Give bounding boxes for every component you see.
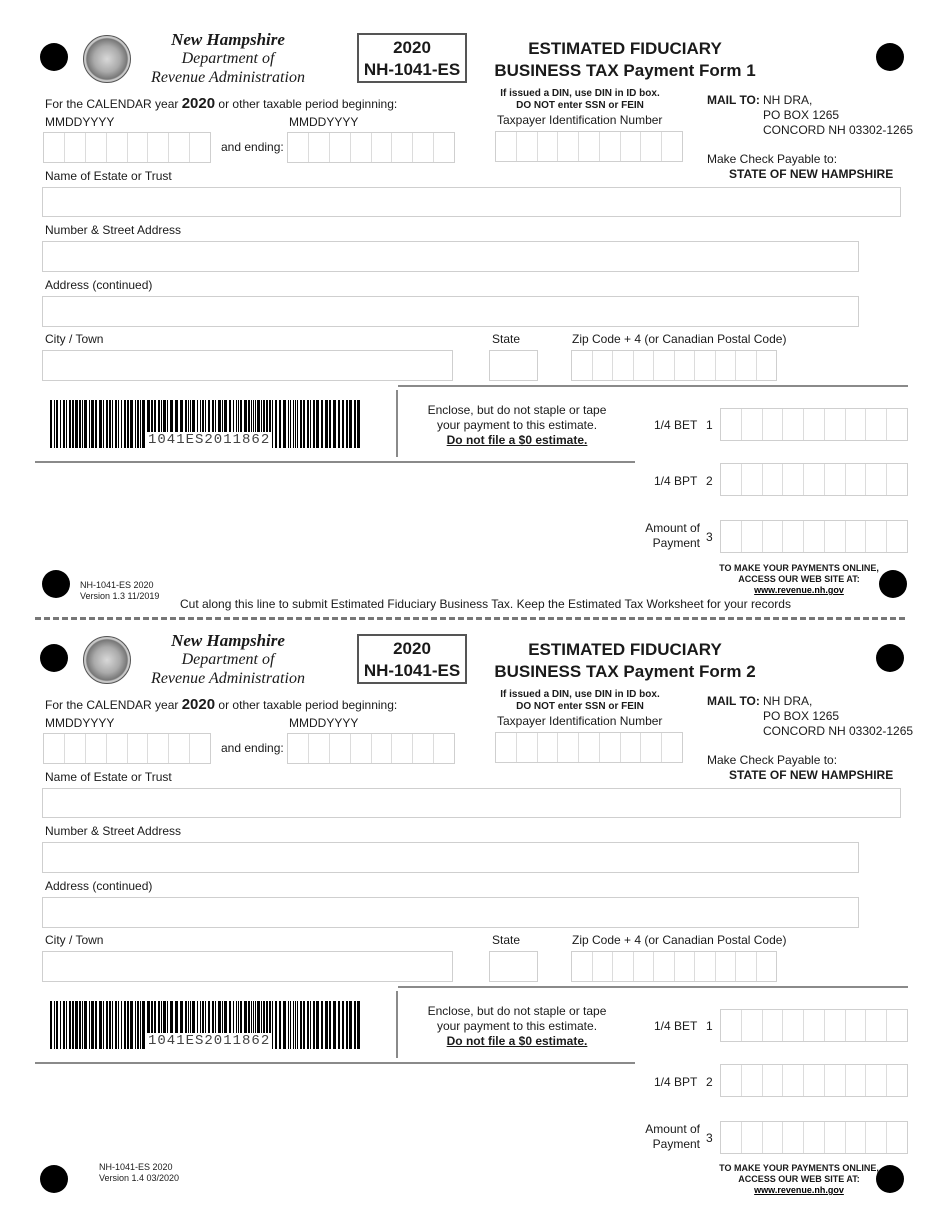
digit-cell[interactable] bbox=[742, 409, 763, 440]
digit-cell[interactable] bbox=[288, 133, 309, 162]
tin-input[interactable] bbox=[495, 732, 683, 763]
state-seal-icon bbox=[83, 35, 131, 83]
bpt-amount-input[interactable] bbox=[720, 463, 908, 496]
payment-amount-input[interactable] bbox=[720, 520, 908, 553]
enclose-line-3: Do not file a $0 estimate. bbox=[446, 433, 588, 447]
version-line-2: Version 1.3 11/2019 bbox=[80, 591, 160, 601]
payment-amount-input[interactable] bbox=[720, 1121, 908, 1154]
form-title-line-1: ESTIMATED FIDUCIARY bbox=[528, 39, 722, 58]
address-continued-label: Address (continued) bbox=[45, 879, 153, 893]
digit-cell[interactable] bbox=[695, 351, 716, 380]
digit-cell[interactable] bbox=[392, 133, 413, 162]
digit-cell[interactable] bbox=[846, 1010, 867, 1041]
registration-mark bbox=[876, 1165, 904, 1193]
address-continued-label: Address (continued) bbox=[45, 278, 153, 292]
website-link[interactable]: www.revenue.nh.gov bbox=[754, 1185, 844, 1195]
mail-to-address bbox=[763, 93, 913, 138]
period-year: 2020 bbox=[181, 696, 216, 713]
line-3-number: 3 bbox=[706, 530, 713, 544]
begin-date-format: MMDDYYYY bbox=[45, 716, 115, 730]
digit-cell[interactable] bbox=[613, 952, 634, 981]
form-year: 2020 bbox=[393, 639, 431, 658]
digit-cell[interactable] bbox=[825, 1065, 846, 1096]
street-address-label: Number & Street Address bbox=[45, 223, 182, 237]
digit-cell[interactable] bbox=[309, 734, 330, 763]
digit-cell[interactable] bbox=[825, 1122, 846, 1153]
street-address-input[interactable] bbox=[42, 842, 859, 873]
form-title bbox=[480, 38, 770, 82]
registration-mark bbox=[40, 644, 68, 672]
din-note-line-2: DO NOT enter SSN or FEIN bbox=[516, 100, 644, 111]
line-1-label: 1/4 BET bbox=[654, 1019, 698, 1033]
agency-line-3: Revenue Administration bbox=[151, 69, 305, 86]
digit-cell[interactable] bbox=[662, 132, 682, 161]
zip-input[interactable] bbox=[571, 350, 777, 381]
city-label: City / Town bbox=[45, 332, 104, 346]
digit-cell[interactable] bbox=[558, 132, 579, 161]
payable-label: Make Check Payable to: bbox=[707, 152, 838, 166]
digit-cell[interactable] bbox=[641, 733, 662, 762]
mail-to-line-3: CONCORD NH 03302-1265 bbox=[763, 724, 914, 738]
din-note-line-1: If issued a DIN, use DIN in ID box. bbox=[500, 689, 660, 700]
mail-to-line-1: NH DRA, bbox=[763, 694, 813, 708]
digit-cell[interactable] bbox=[825, 409, 846, 440]
enclose-line-2: your payment to this estimate. bbox=[436, 418, 598, 432]
digit-cell[interactable] bbox=[675, 952, 696, 981]
line-3-label bbox=[632, 521, 700, 551]
digit-cell[interactable] bbox=[716, 351, 737, 380]
period-text-post: or other taxable period beginning: bbox=[215, 698, 398, 712]
digit-cell[interactable] bbox=[887, 1122, 907, 1153]
line-2-label: 1/4 BPT bbox=[654, 474, 698, 488]
digit-cell[interactable] bbox=[372, 133, 393, 162]
digit-cell[interactable] bbox=[517, 132, 538, 161]
digit-cell[interactable] bbox=[634, 351, 655, 380]
tin-label: Taxpayer Identification Number bbox=[497, 714, 663, 728]
registration-mark bbox=[876, 43, 904, 71]
digit-cell[interactable] bbox=[736, 351, 757, 380]
form-id: NH-1041-ES bbox=[363, 60, 461, 79]
online-line-2: ACCESS OUR WEB SITE AT: bbox=[738, 574, 860, 584]
digit-cell[interactable] bbox=[721, 521, 742, 552]
barcode-text: 1041ES2011862 bbox=[148, 432, 271, 448]
zip-label: Zip Code + 4 (or Canadian Postal Code) bbox=[572, 332, 787, 346]
begin-date-input[interactable] bbox=[43, 733, 211, 764]
online-line-1: TO MAKE YOUR PAYMENTS ONLINE, bbox=[719, 1163, 879, 1173]
din-note-line-1: If issued a DIN, use DIN in ID box. bbox=[500, 88, 660, 99]
form-id: NH-1041-ES bbox=[363, 661, 461, 680]
agency-name bbox=[128, 30, 328, 87]
mail-to-line-2: PO BOX 1265 bbox=[763, 709, 840, 723]
version-line-1: NH-1041-ES 2020 bbox=[80, 580, 154, 590]
digit-cell[interactable] bbox=[44, 133, 65, 162]
digit-cell[interactable] bbox=[538, 132, 559, 161]
end-date-format: MMDDYYYY bbox=[289, 115, 359, 129]
form-title-line-1: ESTIMATED FIDUCIARY bbox=[528, 640, 722, 659]
digit-cell[interactable] bbox=[763, 1122, 784, 1153]
divider-line bbox=[396, 991, 398, 1058]
taxable-period-label bbox=[45, 696, 397, 713]
tin-input[interactable] bbox=[495, 131, 683, 162]
digit-cell[interactable] bbox=[86, 734, 107, 763]
address-continued-input[interactable] bbox=[42, 897, 859, 928]
line-3-label-a: Amount of bbox=[645, 521, 700, 535]
digit-cell[interactable] bbox=[613, 351, 634, 380]
digit-cell[interactable] bbox=[695, 952, 716, 981]
din-note bbox=[480, 88, 680, 112]
digit-cell[interactable] bbox=[783, 521, 804, 552]
line-1-label: 1/4 BET bbox=[654, 418, 698, 432]
digit-cell[interactable] bbox=[351, 734, 372, 763]
period-text: For the CALENDAR year bbox=[45, 97, 182, 111]
digit-cell[interactable] bbox=[783, 409, 804, 440]
version-line-2: Version 1.4 03/2020 bbox=[99, 1173, 180, 1183]
digit-cell[interactable] bbox=[413, 734, 434, 763]
digit-cell[interactable] bbox=[641, 132, 662, 161]
digit-cell[interactable] bbox=[654, 351, 675, 380]
digit-cell[interactable] bbox=[716, 952, 737, 981]
digit-cell[interactable] bbox=[65, 133, 86, 162]
digit-cell[interactable] bbox=[742, 521, 763, 552]
end-date-format: MMDDYYYY bbox=[289, 716, 359, 730]
digit-cell[interactable] bbox=[600, 132, 621, 161]
registration-mark bbox=[876, 644, 904, 672]
digit-cell[interactable] bbox=[846, 521, 867, 552]
digit-cell[interactable] bbox=[654, 952, 675, 981]
digit-cell[interactable] bbox=[887, 521, 907, 552]
line-1-number: 1 bbox=[706, 1019, 713, 1033]
digit-cell[interactable] bbox=[634, 952, 655, 981]
digit-cell[interactable] bbox=[496, 132, 517, 161]
line-2-label: 1/4 BPT bbox=[654, 1075, 698, 1089]
enclose-line-2: your payment to this estimate. bbox=[436, 1019, 598, 1033]
digit-cell[interactable] bbox=[825, 521, 846, 552]
digit-cell[interactable] bbox=[721, 1065, 742, 1096]
digit-cell[interactable] bbox=[763, 409, 784, 440]
line-3-label-b: Payment bbox=[652, 536, 700, 550]
and-ending-label: and ending: bbox=[221, 741, 284, 755]
version-line-1: NH-1041-ES 2020 bbox=[99, 1162, 173, 1172]
digit-cell[interactable] bbox=[783, 464, 804, 495]
digit-cell[interactable] bbox=[763, 464, 784, 495]
zip-input[interactable] bbox=[571, 951, 777, 982]
digit-cell[interactable] bbox=[496, 733, 517, 762]
digit-cell[interactable] bbox=[866, 1065, 887, 1096]
state-label: State bbox=[492, 933, 521, 947]
online-line-2: ACCESS OUR WEB SITE AT: bbox=[738, 1174, 860, 1184]
online-line-1: TO MAKE YOUR PAYMENTS ONLINE, bbox=[719, 563, 879, 573]
begin-date-input[interactable] bbox=[43, 132, 211, 163]
bpt-amount-input[interactable] bbox=[720, 1064, 908, 1097]
agency-line-1: New Hampshire bbox=[171, 631, 285, 650]
mail-to-address bbox=[763, 694, 913, 739]
payable-to: STATE OF NEW HAMPSHIRE bbox=[729, 768, 894, 782]
digit-cell[interactable] bbox=[887, 409, 907, 440]
digit-cell[interactable] bbox=[846, 1065, 867, 1096]
digit-cell[interactable] bbox=[742, 1122, 763, 1153]
bet-amount-input[interactable] bbox=[720, 1009, 908, 1042]
payable-to: STATE OF NEW HAMPSHIRE bbox=[729, 167, 894, 181]
digit-cell[interactable] bbox=[804, 521, 825, 552]
address-continued-input[interactable] bbox=[42, 296, 859, 327]
cut-line bbox=[35, 617, 905, 620]
digit-cell[interactable] bbox=[662, 733, 682, 762]
state-seal-icon bbox=[83, 636, 131, 684]
digit-cell[interactable] bbox=[804, 464, 825, 495]
digit-cell[interactable] bbox=[783, 1065, 804, 1096]
mail-to-label: MAIL TO: bbox=[707, 694, 760, 708]
form-title-line-2: BUSINESS TAX Payment Form 1 bbox=[494, 61, 756, 80]
website-link[interactable]: www.revenue.nh.gov bbox=[754, 585, 844, 595]
digit-cell[interactable] bbox=[757, 952, 777, 981]
version-info bbox=[99, 1162, 179, 1184]
period-text-post: or other taxable period beginning: bbox=[215, 97, 398, 111]
digit-cell[interactable] bbox=[517, 733, 538, 762]
digit-cell[interactable] bbox=[742, 1065, 763, 1096]
street-address-input[interactable] bbox=[42, 241, 859, 272]
agency-line-1: New Hampshire bbox=[171, 30, 285, 49]
digit-cell[interactable] bbox=[866, 1010, 887, 1041]
digit-cell[interactable] bbox=[558, 733, 579, 762]
agency-line-2: Department of bbox=[181, 651, 275, 668]
digit-cell[interactable] bbox=[887, 1065, 907, 1096]
digit-cell[interactable] bbox=[866, 1122, 887, 1153]
mail-to-line-1: NH DRA, bbox=[763, 93, 813, 107]
enclose-line-1: Enclose, but do not staple or tape bbox=[427, 403, 607, 417]
line-3-label-a: Amount of bbox=[645, 1122, 700, 1136]
digit-cell[interactable] bbox=[846, 464, 867, 495]
version-info bbox=[80, 580, 159, 602]
digit-cell[interactable] bbox=[579, 132, 600, 161]
divider-line bbox=[396, 390, 398, 457]
divider-line bbox=[35, 1062, 635, 1064]
digit-cell[interactable] bbox=[825, 1010, 846, 1041]
line-3-number: 3 bbox=[706, 1131, 713, 1145]
digit-cell[interactable] bbox=[579, 733, 600, 762]
digit-cell[interactable] bbox=[742, 464, 763, 495]
city-label: City / Town bbox=[45, 933, 104, 947]
digit-cell[interactable] bbox=[190, 734, 210, 763]
digit-cell[interactable] bbox=[763, 521, 784, 552]
end-date-input[interactable] bbox=[287, 132, 455, 163]
state-input[interactable] bbox=[489, 951, 538, 982]
digit-cell[interactable] bbox=[434, 734, 454, 763]
estate-name-label: Name of Estate or Trust bbox=[45, 770, 172, 784]
digit-cell[interactable] bbox=[169, 133, 190, 162]
digit-cell[interactable] bbox=[86, 133, 107, 162]
digit-cell[interactable] bbox=[804, 1065, 825, 1096]
digit-cell[interactable] bbox=[330, 734, 351, 763]
form-id-box bbox=[357, 33, 467, 83]
digit-cell[interactable] bbox=[434, 133, 454, 162]
digit-cell[interactable] bbox=[128, 133, 149, 162]
digit-cell[interactable] bbox=[757, 351, 777, 380]
digit-cell[interactable] bbox=[65, 734, 86, 763]
cut-line-instruction: Cut along this line to submit Estimated Fiduciary Business Tax. Keep the Estimated Tax Worksheet for your records bbox=[180, 597, 791, 611]
digit-cell[interactable] bbox=[288, 734, 309, 763]
state-input[interactable] bbox=[489, 350, 538, 381]
payment-form-2 bbox=[0, 601, 950, 1201]
digit-cell[interactable] bbox=[721, 409, 742, 440]
digit-cell[interactable] bbox=[736, 952, 757, 981]
digit-cell[interactable] bbox=[372, 734, 393, 763]
divider-line bbox=[398, 986, 908, 988]
digit-cell[interactable] bbox=[330, 133, 351, 162]
digit-cell[interactable] bbox=[804, 409, 825, 440]
registration-mark bbox=[40, 43, 68, 71]
agency-name bbox=[128, 631, 328, 688]
digit-cell[interactable] bbox=[148, 734, 169, 763]
end-date-input[interactable] bbox=[287, 733, 455, 764]
digit-cell[interactable] bbox=[675, 351, 696, 380]
digit-cell[interactable] bbox=[44, 734, 65, 763]
digit-cell[interactable] bbox=[351, 133, 372, 162]
line-2-number: 2 bbox=[706, 1075, 713, 1089]
digit-cell[interactable] bbox=[593, 952, 614, 981]
agency-line-3: Revenue Administration bbox=[151, 670, 305, 687]
form-title-line-2: BUSINESS TAX Payment Form 2 bbox=[494, 662, 756, 681]
and-ending-label: and ending: bbox=[221, 140, 284, 154]
digit-cell[interactable] bbox=[107, 133, 128, 162]
agency-line-2: Department of bbox=[181, 50, 275, 67]
registration-mark bbox=[879, 570, 907, 598]
digit-cell[interactable] bbox=[783, 1010, 804, 1041]
mail-to-line-3: CONCORD NH 03302-1265 bbox=[763, 123, 914, 137]
digit-cell[interactable] bbox=[721, 1010, 742, 1041]
digit-cell[interactable] bbox=[866, 521, 887, 552]
digit-cell[interactable] bbox=[763, 1010, 784, 1041]
digit-cell[interactable] bbox=[804, 1122, 825, 1153]
form-year: 2020 bbox=[393, 38, 431, 57]
online-payment-note bbox=[719, 1163, 879, 1196]
digit-cell[interactable] bbox=[600, 733, 621, 762]
state-label: State bbox=[492, 332, 521, 346]
digit-cell[interactable] bbox=[846, 1122, 867, 1153]
enclose-line-1: Enclose, but do not staple or tape bbox=[427, 1004, 607, 1018]
mail-to-label: MAIL TO: bbox=[707, 93, 760, 107]
street-address-label: Number & Street Address bbox=[45, 824, 182, 838]
digit-cell[interactable] bbox=[128, 734, 149, 763]
estate-name-input[interactable] bbox=[42, 788, 901, 818]
digit-cell[interactable] bbox=[866, 409, 887, 440]
payable-label: Make Check Payable to: bbox=[707, 753, 838, 767]
form-title bbox=[480, 639, 770, 683]
digit-cell[interactable] bbox=[621, 733, 642, 762]
city-input[interactable] bbox=[42, 350, 453, 381]
tin-label: Taxpayer Identification Number bbox=[497, 113, 663, 127]
estate-name-input[interactable] bbox=[42, 187, 901, 217]
digit-cell[interactable] bbox=[169, 734, 190, 763]
divider-line bbox=[35, 461, 635, 463]
digit-cell[interactable] bbox=[887, 464, 907, 495]
enclose-note bbox=[414, 1004, 620, 1049]
period-text: For the CALENDAR year bbox=[45, 698, 182, 712]
mail-to-line-2: PO BOX 1265 bbox=[763, 108, 840, 122]
digit-cell[interactable] bbox=[783, 1122, 804, 1153]
din-note bbox=[480, 689, 680, 713]
form-id-box bbox=[357, 634, 467, 684]
line-3-label bbox=[632, 1122, 700, 1152]
digit-cell[interactable] bbox=[190, 133, 210, 162]
digit-cell[interactable] bbox=[742, 1010, 763, 1041]
digit-cell[interactable] bbox=[887, 1010, 907, 1041]
digit-cell[interactable] bbox=[593, 351, 614, 380]
online-payment-note bbox=[719, 563, 879, 596]
digit-cell[interactable] bbox=[846, 409, 867, 440]
din-note-line-2: DO NOT enter SSN or FEIN bbox=[516, 701, 644, 712]
line-1-number: 1 bbox=[706, 418, 713, 432]
payment-form-1 bbox=[0, 0, 950, 600]
digit-cell[interactable] bbox=[763, 1065, 784, 1096]
enclose-note bbox=[414, 403, 620, 448]
digit-cell[interactable] bbox=[148, 133, 169, 162]
bet-amount-input[interactable] bbox=[720, 408, 908, 441]
line-3-label-b: Payment bbox=[652, 1137, 700, 1151]
estate-name-label: Name of Estate or Trust bbox=[45, 169, 172, 183]
period-year: 2020 bbox=[181, 95, 216, 112]
digit-cell[interactable] bbox=[621, 132, 642, 161]
digit-cell[interactable] bbox=[413, 133, 434, 162]
begin-date-format: MMDDYYYY bbox=[45, 115, 115, 129]
registration-mark bbox=[42, 570, 70, 598]
digit-cell[interactable] bbox=[538, 733, 559, 762]
taxable-period-label bbox=[45, 95, 397, 112]
city-input[interactable] bbox=[42, 951, 453, 982]
digit-cell[interactable] bbox=[825, 464, 846, 495]
digit-cell[interactable] bbox=[392, 734, 413, 763]
registration-mark bbox=[40, 1165, 68, 1193]
digit-cell[interactable] bbox=[721, 1122, 742, 1153]
zip-label: Zip Code + 4 (or Canadian Postal Code) bbox=[572, 933, 787, 947]
enclose-line-3: Do not file a $0 estimate. bbox=[446, 1034, 588, 1048]
digit-cell[interactable] bbox=[572, 952, 593, 981]
digit-cell[interactable] bbox=[309, 133, 330, 162]
line-2-number: 2 bbox=[706, 474, 713, 488]
barcode-text: 1041ES2011862 bbox=[148, 1033, 271, 1049]
digit-cell[interactable] bbox=[572, 351, 593, 380]
divider-line bbox=[398, 385, 908, 387]
digit-cell[interactable] bbox=[804, 1010, 825, 1041]
digit-cell[interactable] bbox=[721, 464, 742, 495]
digit-cell[interactable] bbox=[866, 464, 887, 495]
digit-cell[interactable] bbox=[107, 734, 128, 763]
